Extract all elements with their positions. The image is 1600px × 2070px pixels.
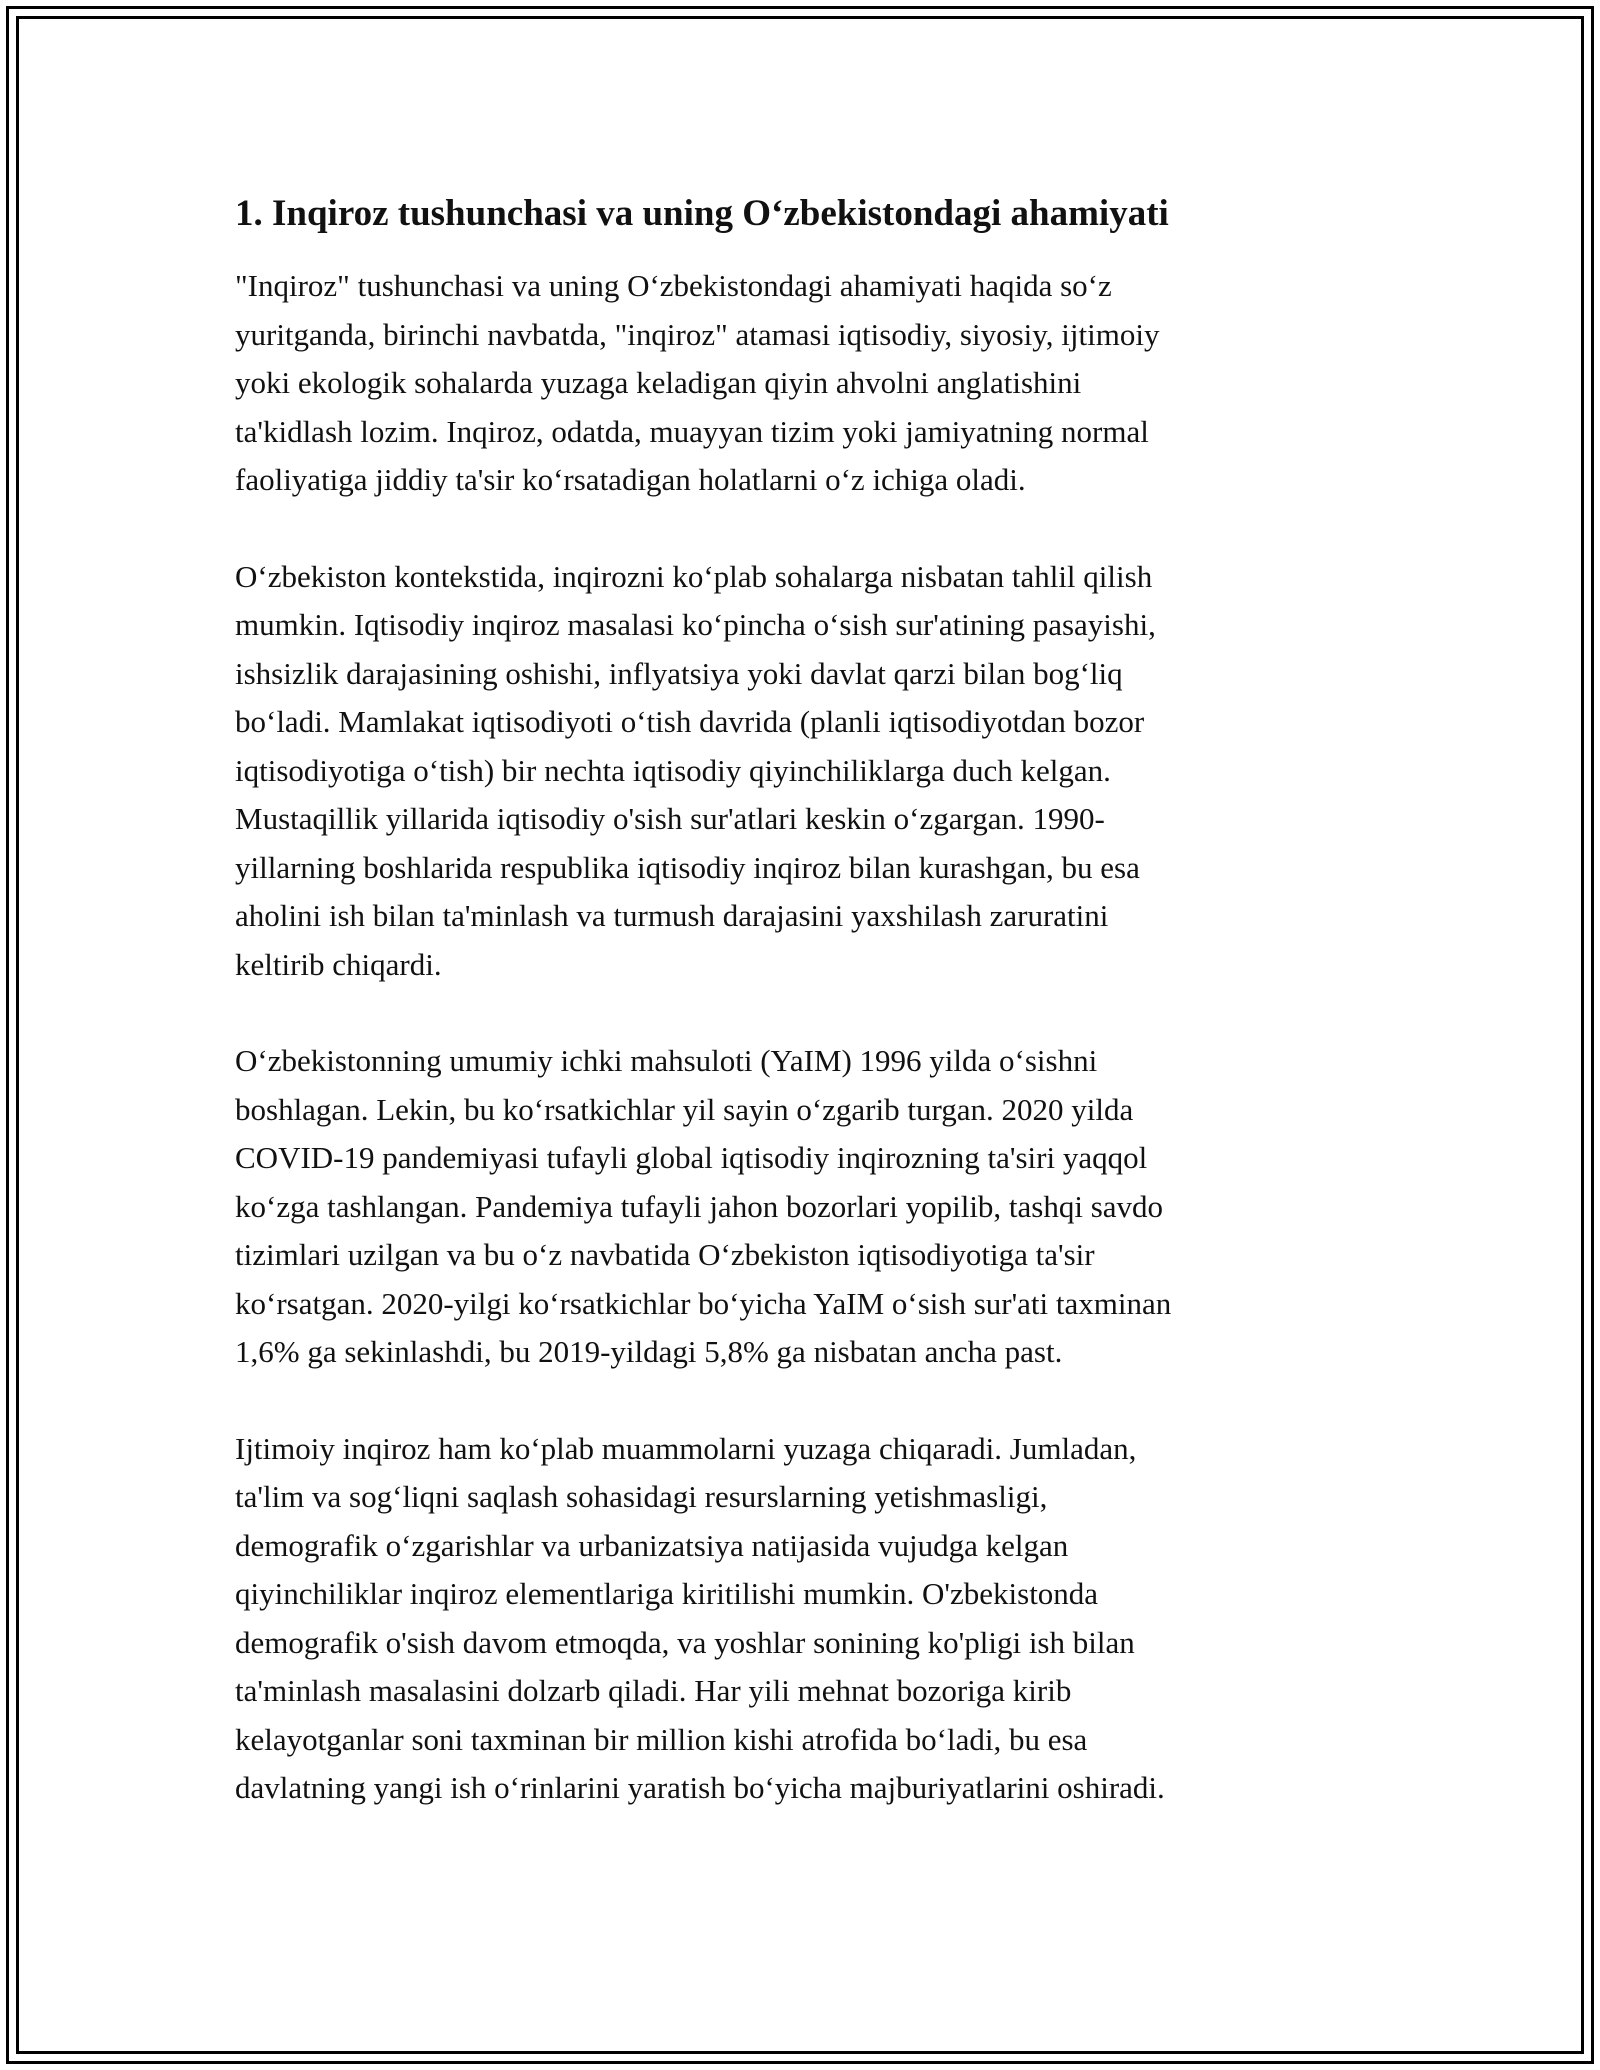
text-line: bo‘ladi. Mamlakat iqtisodiyoti o‘tish davrida (planli iqtisodiyotdan bozor xyxy=(235,704,1145,739)
text-line: demografik o'sish davom etmoqda, va yoshlar sonining ko'pligi ish bilan xyxy=(235,1624,1135,1660)
text-line: boshlagan. Lekin, bu ko‘rsatkichlar yil sayin o‘zgarib turgan. 2020 yilda xyxy=(235,1091,1134,1127)
paragraph-2 xyxy=(235,553,1365,990)
paragraph-1 xyxy=(235,262,1365,505)
paragraph-4 xyxy=(235,1425,1365,1813)
text-line: O‘zbekistonning umumiy ichki mahsuloti (YaIM) 1996 yilda o‘sishni xyxy=(235,1043,1098,1078)
text-line: Mustaqillik yillarida iqtisodiy o'sish sur'atlari keskin o‘zgargan. 1990- xyxy=(235,801,1105,836)
text-line: 1,6% ga sekinlashdi, bu 2019-yildagi 5,8% ga nisbatan ancha past. xyxy=(235,1334,1063,1369)
text-line: ta'minlash masalasini dolzarb qiladi. Har yili mehnat bozoriga kirib xyxy=(235,1673,1072,1708)
text-line: ko‘zga tashlangan. Pandemiya tufayli jahon bozorlari yopilib, tashqi savdo xyxy=(235,1188,1164,1224)
text-line: aholini ish bilan ta'minlash va turmush darajasini yaxshilash zaruratini xyxy=(235,898,1109,933)
text-line: yuritganda, birinchi navbatda, "inqiroz" atamasi iqtisodiy, siyosiy, ijtimoiy xyxy=(235,316,1160,352)
text-line: O‘zbekiston kontekstida, inqirozni ko‘plab sohalarga nisbatan tahlil qilish xyxy=(235,558,1153,594)
text-line: faoliyatiga jiddiy ta'sir ko‘rsatadigan holatlarni o‘z ichiga oladi. xyxy=(235,462,1026,497)
text-line: davlatning yangi ish o‘rinlarini yaratish bo‘yicha majburiyatlarini oshiradi. xyxy=(235,1770,1165,1805)
text-line: COVID-19 pandemiyasi tufayli global iqtisodiy inqirozning ta'siri yaqqol xyxy=(235,1140,1148,1175)
text-line: mumkin. Iqtisodiy inqiroz masalasi ko‘pincha o‘sish sur'atining pasayishi, xyxy=(235,607,1156,642)
text-line: keltirib chiqardi. xyxy=(235,946,442,982)
text-line: yillarning boshlarida respublika iqtisodiy inqiroz bilan kurashgan, bu esa xyxy=(235,849,1140,885)
text-line: ta'lim va sog‘liqni saqlash sohasidagi resurslarning yetishmasligi, xyxy=(235,1479,1048,1514)
text-line: kelayotganlar soni taxminan bir million kishi atrofida bo‘ladi, bu esa xyxy=(235,1721,1088,1757)
text-line: Ijtimoiy inqiroz ham ko‘plab muammolarni yuzaga chiqaradi. Jumladan, xyxy=(235,1430,1137,1466)
text-line: yoki ekologik sohalarda yuzaga keladigan qiyin ahvolni anglatishini xyxy=(235,365,1082,400)
text-line: "Inqiroz" tushunchasi va uning O‘zbekistondagi ahamiyati haqida so‘z xyxy=(235,268,1112,303)
paragraph-3 xyxy=(235,1037,1365,1377)
text-line: ta'kidlash lozim. Inqiroz, odatda, muayyan tizim yoki jamiyatning normal xyxy=(235,413,1149,449)
text-line: iqtisodiyotiga o‘tish) bir nechta iqtisodiy qiyinchiliklarga duch kelgan. xyxy=(235,752,1111,788)
text-line: ishsizlik darajasining oshishi, inflyatsiya yoki davlat qarzi bilan bog‘liq xyxy=(235,655,1123,691)
text-line: demografik o‘zgarishlar va urbanizatsiya natijasida vujudga kelgan xyxy=(235,1527,1069,1563)
text-line: qiyinchiliklar inqiroz elementlariga kiritilishi mumkin. O'zbekistonda xyxy=(235,1576,1099,1611)
document-body xyxy=(235,190,1365,1861)
text-line: ko‘rsatgan. 2020-yilgi ko‘rsatkichlar bo‘yicha YaIM o‘sish sur'ati taxminan xyxy=(235,1285,1172,1321)
page-title: 1. Inqiroz tushunchasi va uning O‘zbekistondagi ahamiyati xyxy=(235,193,1169,234)
text-line: tizimlari uzilgan va bu o‘z navbatida O‘zbekiston iqtisodiyotiga ta'sir xyxy=(235,1237,1095,1272)
